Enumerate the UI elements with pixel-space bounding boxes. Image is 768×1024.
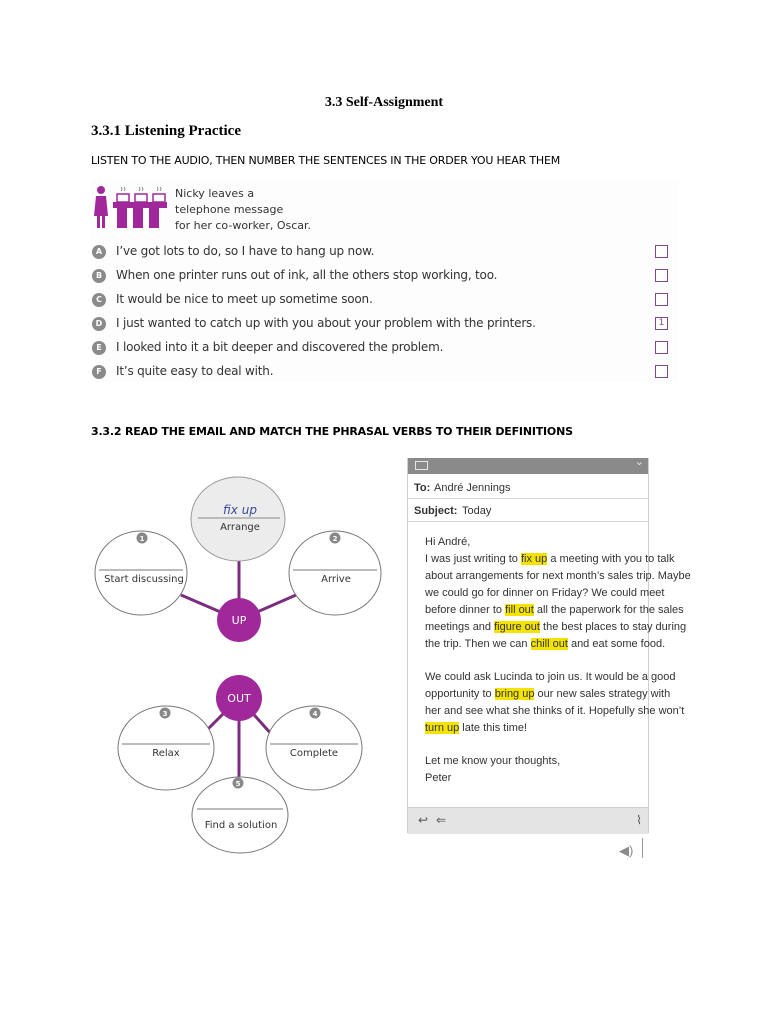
answer-checkbox[interactable] (655, 293, 668, 306)
answer-checkbox[interactable]: 1 (655, 317, 668, 330)
sentence-text: It’s quite easy to deal with. (116, 364, 274, 378)
sentence-text: I’ve got lots to do, so I have to hang up now. (116, 244, 375, 258)
sentence-letter-badge: A (92, 245, 106, 259)
highlighted-phrasal-verb: figure out (494, 621, 540, 633)
number-badge-label: 4 (312, 710, 318, 718)
highlighted-phrasal-verb: fill out (505, 604, 534, 616)
email-body (425, 534, 691, 787)
sentence-letter-badge: D (92, 317, 106, 331)
email-subject-field (408, 499, 648, 522)
email-line: I was just writing to fix up a meeting with you to talk (425, 553, 675, 565)
email-closing: Let me know your thoughts, (425, 755, 561, 767)
number-badge-label: 1 (139, 535, 145, 543)
answer-checkbox[interactable] (655, 245, 668, 258)
email-line: we could go for dinner on Friday? We could meet (425, 587, 665, 599)
sentence-row-f (91, 363, 671, 383)
divider (642, 838, 643, 858)
example-definition: Arrange (220, 522, 260, 533)
definition-ellipse-2 (289, 531, 381, 615)
phrasal-verb-diagram (91, 458, 391, 858)
subject-label: Subject: (414, 505, 458, 517)
definition-label: Complete (289, 748, 339, 759)
diagram-svg (91, 458, 391, 858)
reply-icon[interactable]: ↩ (418, 813, 429, 827)
sentence-row-a (91, 243, 671, 263)
answer-checkbox[interactable] (655, 341, 668, 354)
sentence-row-b (91, 267, 671, 287)
woman-printers-icon (91, 184, 167, 230)
email-line: meetings and figure out the best places to stay during (425, 621, 687, 633)
number-badge-label: 5 (235, 780, 241, 788)
to-label: To: (414, 482, 431, 494)
document-title: 3.3 Self-Assignment (324, 95, 444, 110)
email-greeting: Hi André, (425, 536, 471, 548)
example-answer: fix up (223, 503, 257, 517)
definition-ellipse-5 (192, 777, 288, 853)
highlighted-phrasal-verb: chill out (530, 638, 568, 650)
sentence-letter-badge: E (92, 341, 106, 355)
email-line: the trip. Then we can chill out and eat some food. (425, 638, 666, 650)
chevron-down-icon[interactable]: ⌄ (634, 456, 644, 468)
hub-up-label: UP (231, 614, 247, 627)
intro-line: telephone message (175, 203, 284, 216)
sentence-row-d (91, 315, 671, 335)
number-badge-label: 2 (332, 535, 338, 543)
sentence-text: I looked into it a bit deeper and discovered the problem. (116, 340, 444, 354)
email-line: her and see what she thinks of it. Hopefully she won’t (425, 705, 685, 717)
highlighted-phrasal-verb: bring up (494, 688, 535, 700)
speaker-icon[interactable]: ◀) (619, 843, 634, 858)
sentence-letter-badge: F (92, 365, 106, 379)
intro-line: Nicky leaves a (175, 187, 255, 200)
definition-label: Relax (152, 748, 180, 759)
email-to-field (408, 476, 648, 499)
listening-intro (175, 186, 311, 234)
section-heading-phrasal-verbs: 3.3.2 READ THE EMAIL AND MATCH THE PHRASAL VERBS TO THEIR DEFINITIONS (91, 425, 573, 438)
section-heading-listening: 3.3.1 Listening Practice (91, 123, 241, 139)
email-line: before dinner to fill out all the paperwork for the sales (425, 604, 684, 616)
number-badge-label: 3 (162, 710, 168, 718)
paperclip-icon[interactable]: ⌇ (636, 813, 642, 827)
answer-checkbox[interactable] (655, 365, 668, 378)
sentence-row-c (91, 291, 671, 311)
highlighted-phrasal-verb: turn up (425, 722, 460, 734)
listening-instruction: LISTEN TO THE AUDIO, THEN NUMBER THE SENTENCES IN THE ORDER YOU HEAR THEM (91, 154, 560, 167)
email-window (407, 456, 691, 833)
hub-out-label: OUT (227, 692, 251, 705)
definition-ellipse-1 (95, 531, 187, 615)
reply-all-icon[interactable]: ⇐ (436, 813, 447, 827)
definition-ellipse-example (191, 477, 285, 561)
sentence-text: It would be nice to meet up sometime soon. (116, 292, 373, 306)
email-line: about arrangements for next month’s sales trip. Maybe (425, 570, 691, 582)
email-line: opportunity to bring up our new sales strategy with (425, 688, 671, 700)
definition-label: Start discussing (104, 574, 184, 585)
sentence-text: When one printer runs out of ink, all the others stop working, too. (116, 268, 498, 282)
answer-checkbox[interactable] (655, 269, 668, 282)
envelope-icon (415, 461, 428, 470)
listening-exercise (91, 180, 678, 382)
email-signature: Peter (425, 772, 452, 784)
email-line: turn up late this time! (425, 722, 528, 734)
sentence-row-e (91, 339, 671, 359)
definition-label: Arrive (321, 574, 351, 585)
email-titlebar (408, 458, 648, 474)
highlighted-phrasal-verb: fix up (520, 553, 548, 565)
subject-value: Today (462, 505, 492, 517)
intro-line: for her co-worker, Oscar. (175, 219, 312, 232)
to-value: André Jennings (434, 482, 511, 494)
sentence-text: I just wanted to catch up with you about your problem with the printers. (116, 316, 536, 330)
email-toolbar (408, 807, 648, 834)
sentence-letter-badge: C (92, 293, 106, 307)
email-line: We could ask Lucinda to join us. It would be a good (425, 671, 676, 683)
sentence-letter-badge: B (92, 269, 106, 283)
definition-label: Find a solution (204, 820, 278, 831)
